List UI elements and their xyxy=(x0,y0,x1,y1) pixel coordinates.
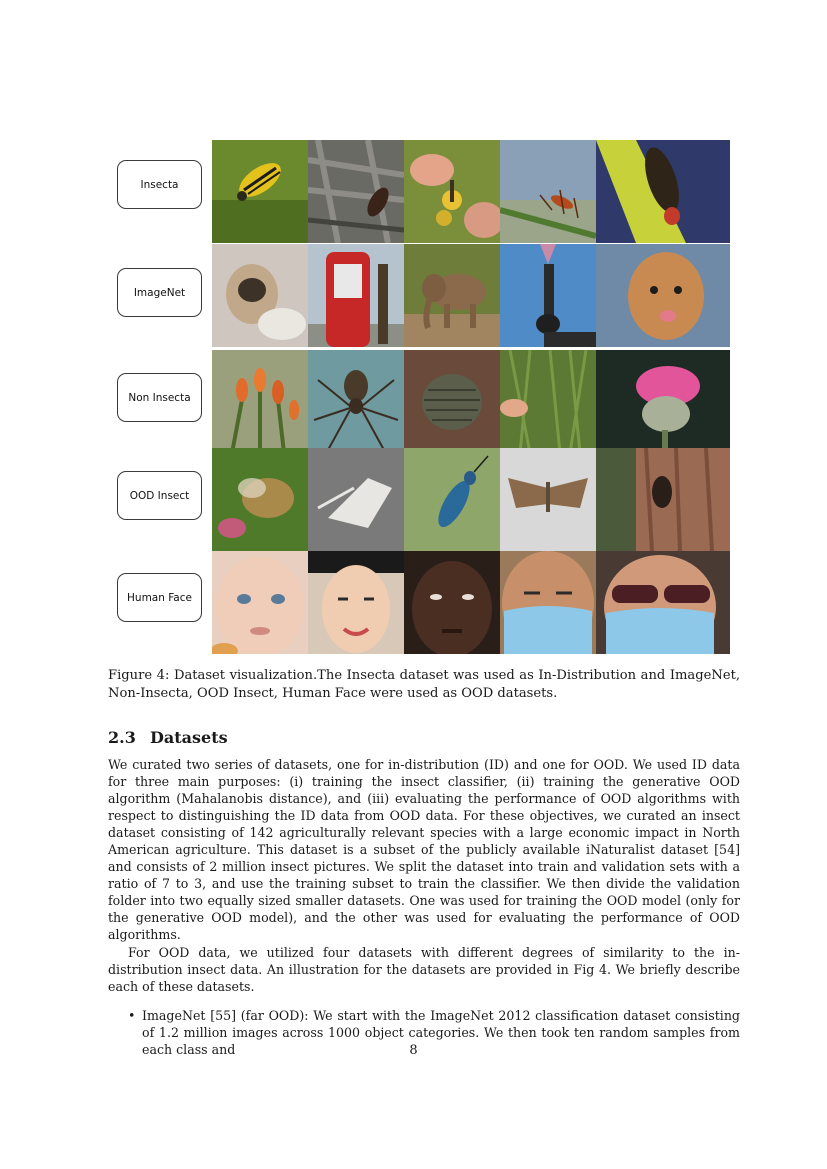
paragraph: For OOD data, we utilized four datasets with different degrees of similarity to the in-distribution insect data. An illustration for the datasets are provided in Fig 4. We briefly describe each of these datasets. xyxy=(108,944,740,994)
ant-on-stem-icon xyxy=(500,140,596,243)
pug-icon xyxy=(212,244,308,347)
gas-pump-icon xyxy=(308,244,404,347)
page-number: 8 xyxy=(409,1043,418,1058)
blue-wasp-icon xyxy=(404,448,500,551)
poodle-puppy-icon xyxy=(596,244,730,347)
spider-icon xyxy=(308,350,404,453)
section-title: Datasets xyxy=(150,728,228,747)
row-label-human-face: Human Face xyxy=(117,573,202,622)
bee-on-flower-icon xyxy=(212,448,308,551)
beetle-on-tree-icon xyxy=(596,448,730,551)
row-label-non-insecta: Non Insecta xyxy=(117,373,202,422)
hand-in-grass-icon xyxy=(500,350,596,453)
graduate-face-icon xyxy=(308,551,404,654)
section-body xyxy=(108,756,740,1058)
orange-flowers-icon xyxy=(212,350,308,453)
red-headed-beetle-icon xyxy=(596,140,730,243)
paragraph: We curated two series of datasets, one for in-distribution (ID) and one for OOD. We used ID data for three main purposes: (i) training the insect classifier, (ii) training the generative OOD algorithm (Mahalanobis distance), and (iii) evaluating the performance of OOD algorithms with respect to distinguishing the ID data from OOD data. For these objectives, we curated an insect dataset consisting of 142 agriculturally relevant species with a large economic impact in North American agriculture. This dataset is a subset of the publicly available iNaturalist dataset [54] and consists of 2 million insect pictures. We split the dataset into train and validation sets with a ratio of 7 to 3, and use the training subset to train the classifier. We then divide the validation folder into two equally sized smaller datasets. One was used for training the OOD model (only for the generative OOD model), and the other was used for evaluating the performance of OOD algorithms. xyxy=(108,757,740,943)
row-label-imagenet: ImageNet xyxy=(117,268,202,317)
insect-on-hand-flower-icon xyxy=(404,140,500,243)
man-face-icon xyxy=(404,551,500,654)
thistle-flower-icon xyxy=(596,350,730,453)
torch-hand-icon xyxy=(500,244,596,347)
bug-on-bark-icon xyxy=(308,140,404,243)
bullet-icon: • xyxy=(128,1007,136,1023)
brown-moth-icon xyxy=(500,448,596,551)
list-item-text: ImageNet [55] (far OOD): We start with the ImageNet 2012 classification dataset consisting of 1.2 million images across 1000 object categories. We then took ten random samples from each class and xyxy=(142,1007,740,1057)
white-moth-icon xyxy=(308,448,404,551)
figure-caption: Figure 4: Dataset visualization.The Insecta dataset was used as In-Distribution and ImageNet, Non-Insecta, OOD Insect, Human Face were used as OOD datasets. xyxy=(108,668,740,701)
elephant-icon xyxy=(404,244,500,347)
baby-face-icon xyxy=(212,551,308,654)
masked-man-icon xyxy=(500,551,596,654)
row-label-insecta: Insecta xyxy=(117,160,202,209)
masked-woman-icon xyxy=(596,551,730,654)
dataset-figure xyxy=(114,138,734,658)
section-heading xyxy=(108,728,228,747)
section-number: 2.3 xyxy=(108,728,136,747)
yellow-striped-beetle-icon xyxy=(212,140,308,243)
row-label-ood-insect: OOD Insect xyxy=(117,471,202,520)
pillbug-icon xyxy=(404,350,500,453)
